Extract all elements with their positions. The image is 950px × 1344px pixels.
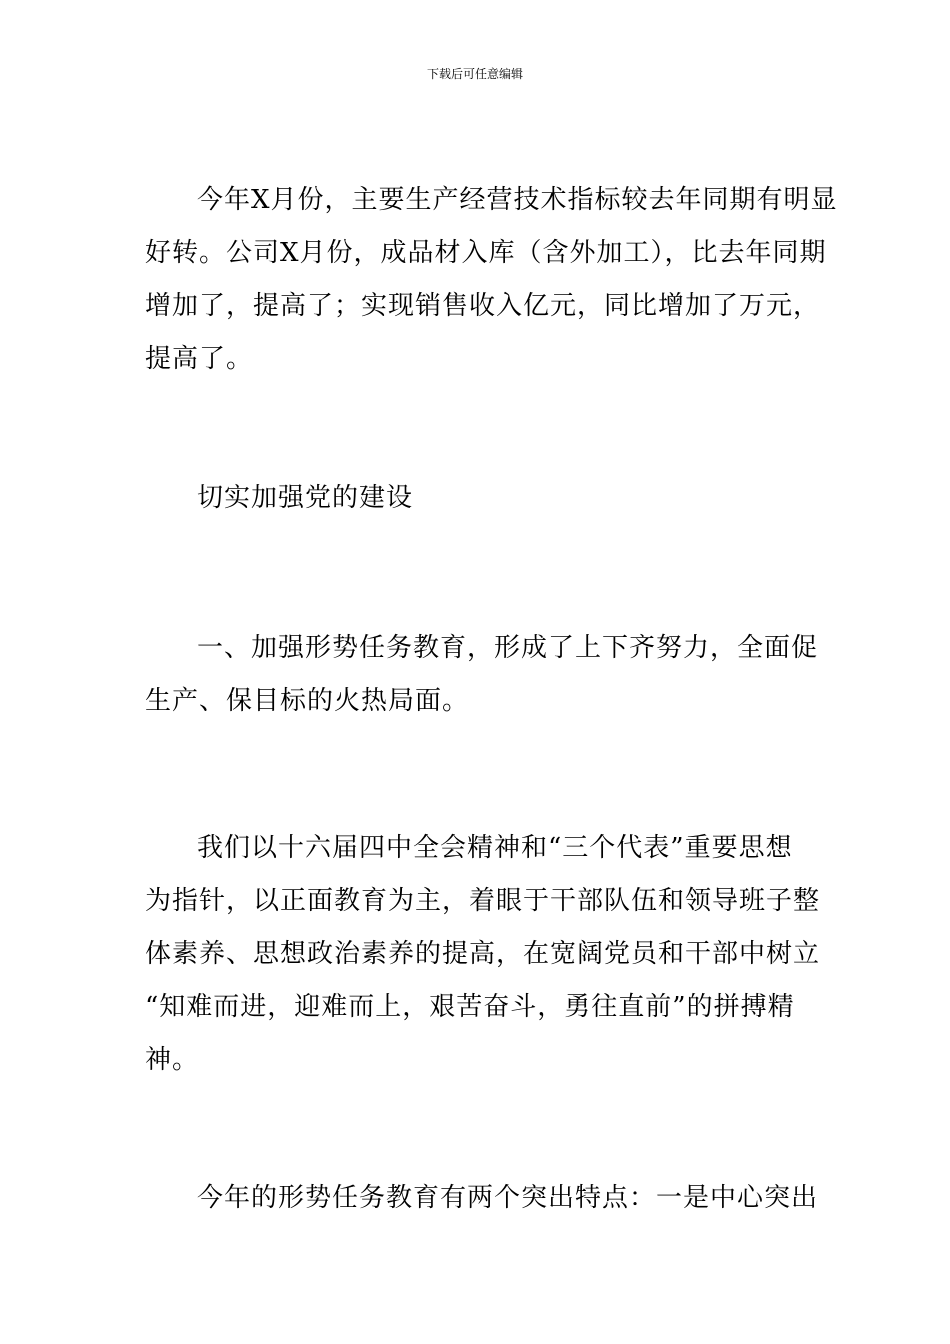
text-line: 我们以十六届四中全会精神和“三个代表”重要思想 xyxy=(197,833,793,863)
paragraph-production-summary xyxy=(145,174,838,386)
paragraph-education-details xyxy=(145,822,821,1087)
text-line: 好转。公司X月份，成品材入库（含外加工），比去年同期 xyxy=(145,238,827,268)
text-line: 提高了。 xyxy=(145,344,254,374)
text-line: 神。 xyxy=(145,1045,200,1075)
heading-text: 切实加强党的建设 xyxy=(197,483,414,513)
paragraph-education-title xyxy=(145,622,819,728)
text-line: 体素养、思想政治素养的提高，在宽阔党员和干部中树立 xyxy=(145,939,821,969)
text-line: 一、加强形势任务教育，形成了上下齐努力，全面促 xyxy=(197,633,819,663)
text-line: 增加了，提高了；实现销售收入亿元，同比增加了万元， xyxy=(145,291,821,321)
text-line: 今年X月份，主要生产经营技术指标较去年同期有明显 xyxy=(197,185,838,215)
page-header: 下载后可任意编辑 xyxy=(426,67,523,81)
paragraph-characteristics xyxy=(145,1172,819,1225)
text-line: 生产、保目标的火热局面。 xyxy=(145,686,470,716)
text-line: 今年的形势任务教育有两个突出特点：一是中心突出 xyxy=(197,1183,819,1213)
text-line: 为指针，以正面教育为主，着眼于干部队伍和领导班子整 xyxy=(145,886,821,916)
section-heading xyxy=(145,472,810,525)
text-line: “知难而进，迎难而上，艰苦奋斗，勇往直前”的拼搏精 xyxy=(145,992,795,1022)
